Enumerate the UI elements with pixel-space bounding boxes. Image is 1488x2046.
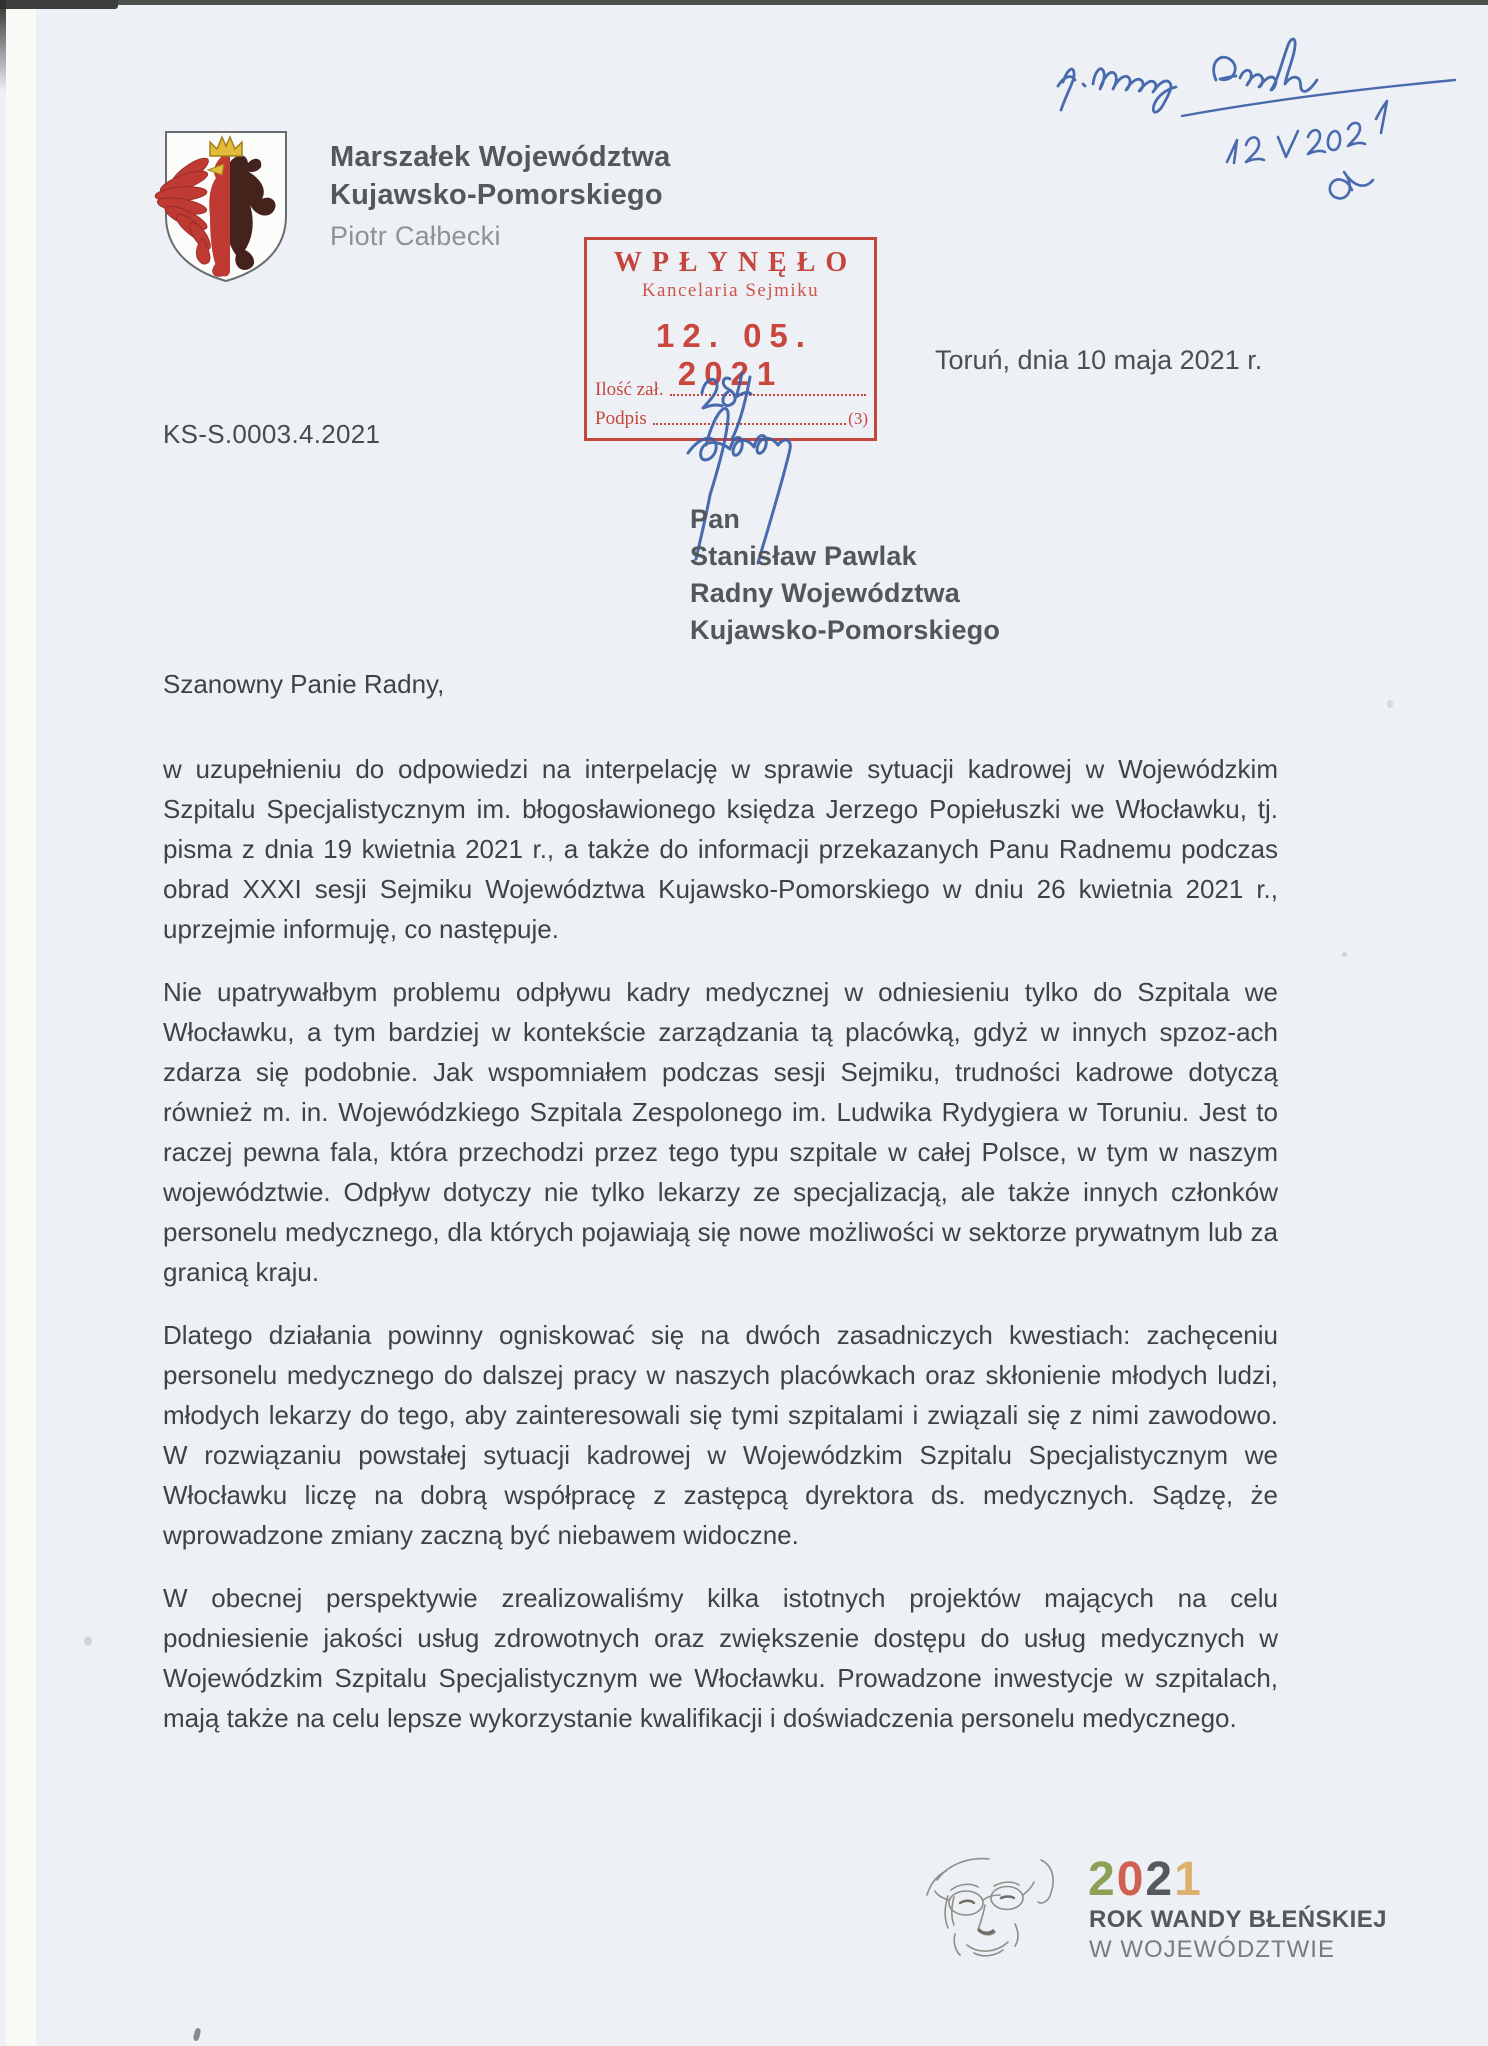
recipient-line: Kujawsko-Pomorskiego [690,615,1001,645]
glasses-icon [949,1891,983,1915]
recipient-line: Radny Województwa [690,578,960,608]
reference-number: KS-S.0003.4.2021 [163,419,381,449]
scan-speck [1387,700,1393,708]
scan-speck [1342,952,1347,957]
salutation: Szanowny Panie Radny, [163,669,445,699]
dotted-leader [653,422,846,425]
handwritten-note [1030,20,1475,215]
letter-body [163,749,1278,1761]
recipient-line: Pan [690,504,741,534]
handwriting-underline [1182,80,1455,116]
place-date: Toruń, dnia 10 maja 2021 r. [935,345,1263,375]
stamp-date: 12. 05. 2021 [656,317,813,392]
stamp-signature-label: Podpis [595,408,647,429]
scan-speck [193,2027,202,2041]
footer-year [1088,1853,1203,1906]
handwriting-flourish [1330,172,1373,198]
dotted-leader [670,393,866,396]
coat-of-arms-icon [150,120,302,288]
footer-campaign-line1: ROK WANDY BŁEŃSKIEJ [1089,1906,1387,1933]
scan-edge-artifact [0,0,1488,5]
year-digit: 2 [1145,1853,1175,1906]
year-digit: 1 [1174,1853,1203,1906]
stamp-title: WPŁYNĘŁO [613,247,858,278]
paragraph: Nie upatrywałbym problemu odpływu kadry medycznej w odniesieniu tylko do Szpitala we Włocławku, a tym bardziej w kontekście zarządzania tą placówką, gdyż w innych spzoz-ach zdarza się podobnie. Jak wspomniałem podczas sesji Sejmiku, trudności kadrowe dotyczą również m. in. Wojewódzkiego Szpitala Zespolonego im. Ludwika Rydygiera w Toruniu. Jest to raczej pewna fala, która przechodzi przez tego typu szpitale w całej Polsce, w tym w naszym województwie. Odpływ dotyczy nie tylko lekarzy ze specjalizacją, ale także innych członków personelu medycznego, dla których pojawiają się nowe możliwości w sektorze prywatnym lub za granicą kraju. [163,977,1278,1287]
letterhead-title-line1: Marszałek Województwa [330,141,671,173]
year-digit: 2 [1088,1853,1117,1906]
stamp-attachments-label: Ilość zał. [595,379,664,400]
received-stamp [584,237,877,441]
recipient-block [690,501,1000,649]
paragraph: w uzupełnieniu do odpowiedzi na interpelację w sprawie sytuacji kadrowej w Wojewódzkim Szpitalu Specjalistycznym im. błogosławionego księdza Jerzego Popiełuszki we Włocławku, tj. pisma z dnia 19 kwietnia 2021 r., a także do informacji przekazanych Panu Radnemu podczas obrad XXXI sesji Sejmiku Województwa Kujawsko-Pomorskiego w dniu 26 kwietnia 2021 r., uprzejmie informuję, co następuje. [163,754,1278,944]
wanda-blenska-portrait-sketch [915,1850,1080,1970]
scan-margin-strip [6,9,36,2046]
scan-speck [84,1636,92,1646]
letterhead [330,138,670,252]
handwritten-date [1227,101,1387,163]
paragraph: W obecnej perspektywie zrealizowaliśmy kilka istotnych projektów mających na celu podniesienie jakości usług zdrowotnych oraz zwiększenie dostępu do usług medycznych w Wojewódzkim Szpitalu Specjalistycznym we Włocławku. Prowadzone inwestycje w szpitalach, mają także na celu lepsze wykorzystanie kwalifikacji i doświadczenia personelu medycznego. [163,1583,1278,1733]
handwriting-stroke [1058,69,1075,110]
footer-campaign-line2: W WOJEWÓDZTWIE [1089,1936,1335,1963]
letterhead-title-line2: Kujawsko-Pomorskiego [330,179,663,211]
scan-corner-artifact [0,0,118,9]
letterhead-name: Piotr Całbecki [330,221,501,251]
recipient-line: Stanisław Pawlak [690,541,917,571]
year-digit: 0 [1116,1853,1146,1906]
stamp-suffix: (3) [848,409,868,428]
stamp-signature-row [595,408,868,430]
stamp-attachments-row [595,379,868,401]
paragraph: Dlatego działania powinny ogniskować się na dwóch zasadniczych kwestiach: zachęceniu personelu medycznego do dalszej pracy w naszych placówkach oraz skłonienie młodych ludzi, młodych lekarzy do tego, aby zainteresowali się tymi szpitalami i związali się z nimi zawodowo. W rozwiązaniu powstałej sytuacji kadrowej w Wojewódzkim Szpitalu Specjalistycznym we Włocławku liczę na dobrą współpracę z zastępcą dyrektora ds. medycznych. Sądzę, że wprowadzone zmiany zaczną być niebawem widoczne. [163,1320,1278,1550]
stamp-office: Kancelaria Sejmiku [641,280,820,301]
